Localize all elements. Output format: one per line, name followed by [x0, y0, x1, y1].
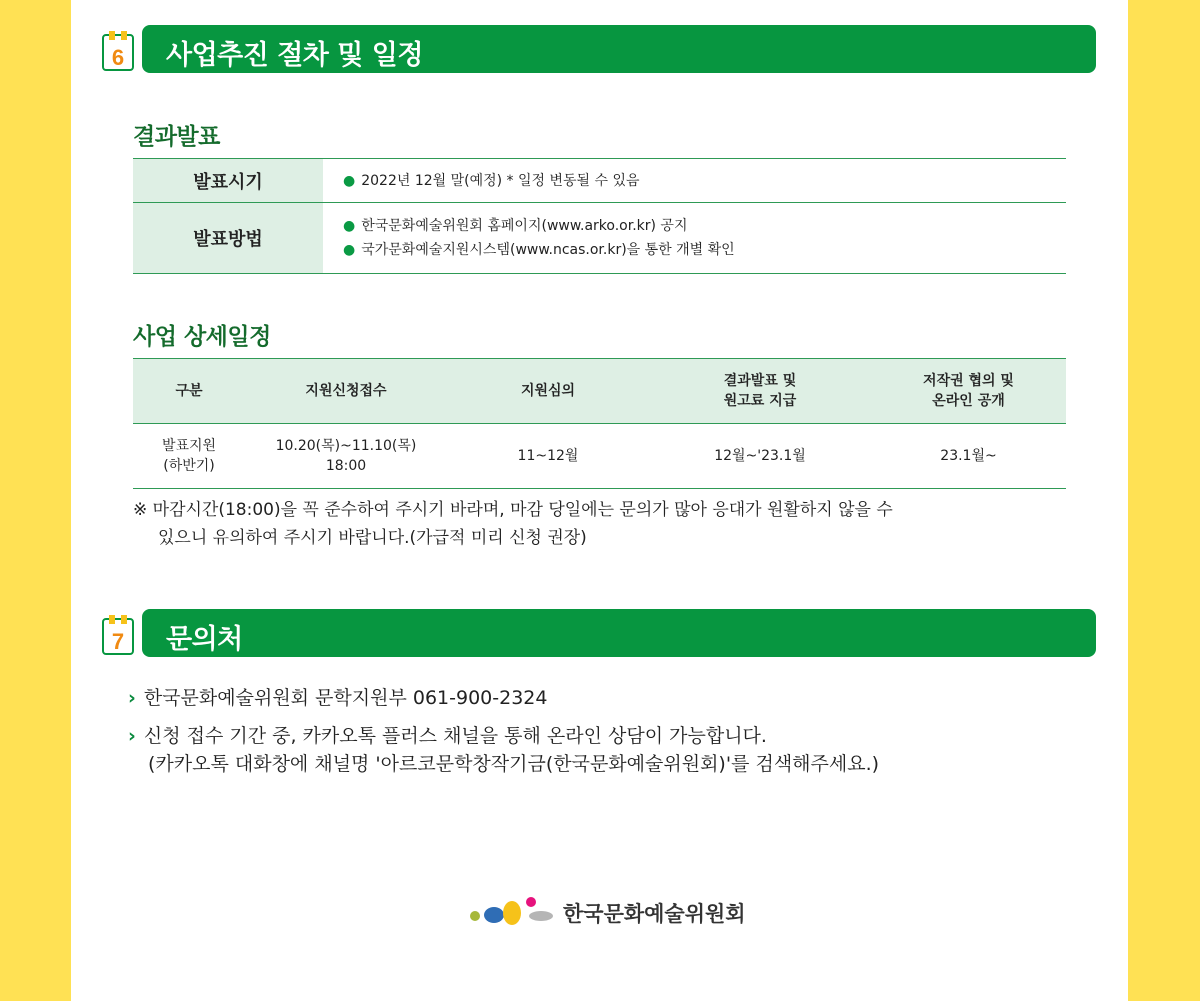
table-cell: 11~12월 — [447, 424, 649, 489]
calendar-page-icon — [102, 615, 134, 655]
section-7-header — [102, 609, 1102, 657]
column-header: 저작권 협의 및 온라인 공개 — [871, 359, 1066, 424]
table-row — [133, 159, 1066, 203]
item-text: 국가문화예술지원시스템(www.ncas.or.kr)을 통한 개별 확인 — [361, 242, 735, 258]
bullet-dot-icon: ● — [343, 172, 356, 189]
result-subtitle: 결과발표 — [133, 124, 220, 150]
schedule-subtitle: 사업 상세일정 — [133, 324, 271, 350]
table-cell: 23.1월~ — [871, 424, 1066, 489]
row-value — [323, 159, 1066, 203]
contact-item — [128, 684, 547, 712]
table-row — [133, 424, 1066, 489]
note-line: 있으니 유의하여 주시기 바랍니다.(가급적 미리 신청 권장) — [158, 528, 587, 548]
deadline-note — [133, 496, 1063, 552]
table-cell: 발표지원 (하반기) — [133, 424, 245, 489]
item-text: 한국문화예술위원회 홈페이지(www.arko.or.kr) 공지 — [361, 218, 688, 234]
schedule-table — [133, 358, 1066, 489]
contact-item — [128, 722, 879, 778]
row-value — [323, 203, 1066, 274]
column-header: 지원신청접수 — [245, 359, 447, 424]
section-number: 7 — [111, 629, 125, 654]
bullet-dot-icon: ● — [343, 242, 356, 258]
section-title: 사업추진 절차 및 일정 — [166, 40, 423, 71]
arko-logo — [469, 892, 769, 932]
section-number: 6 — [111, 45, 125, 70]
item-text: 2022년 12월 말(예정) * 일정 변동될 수 있음 — [361, 172, 640, 189]
column-header: 결과발표 및 원고료 지급 — [649, 359, 871, 424]
table-cell: 10.20(목)~11.10(목) 18:00 — [245, 424, 447, 489]
column-header: 구분 — [133, 359, 245, 424]
table-cell: 12월~'23.1월 — [649, 424, 871, 489]
column-header: 지원심의 — [447, 359, 649, 424]
section-title-bar — [142, 25, 1096, 73]
logo-text: 한국문화예술위원회 — [563, 902, 746, 926]
list-item — [343, 214, 1065, 238]
list-item — [343, 238, 1065, 262]
chevron-right-icon: › — [128, 725, 136, 747]
contact-text-continued: (카카오톡 대화창에 채널명 '아르코문학창작기금(한국문화예술위원회)'를 검색해주세요.) — [148, 753, 880, 775]
bullet-dot-icon: ● — [343, 218, 356, 234]
result-table — [133, 158, 1066, 274]
contact-text: 한국문화예술위원회 문학지원부 061-900-2324 — [143, 687, 548, 709]
chevron-right-icon: › — [128, 687, 136, 709]
row-label: 발표시기 — [133, 159, 323, 203]
logo-mark-icon — [469, 892, 555, 932]
table-header-row — [133, 359, 1066, 424]
row-label: 발표방법 — [133, 203, 323, 274]
section-6-header — [102, 25, 1102, 73]
calendar-page-icon — [102, 31, 134, 71]
list-item — [343, 169, 1065, 193]
section-title-bar — [142, 609, 1096, 657]
contact-text: 신청 접수 기간 중, 카카오톡 플러스 채널을 통해 온라인 상담이 가능합니다. — [143, 725, 767, 747]
section-title: 문의처 — [166, 624, 243, 655]
note-line: ※ 마감시간(18:00)을 꼭 준수하여 주시기 바라며, 마감 당일에는 문의가 많아 응대가 원활하지 않을 수 — [133, 500, 893, 520]
table-row — [133, 203, 1066, 274]
